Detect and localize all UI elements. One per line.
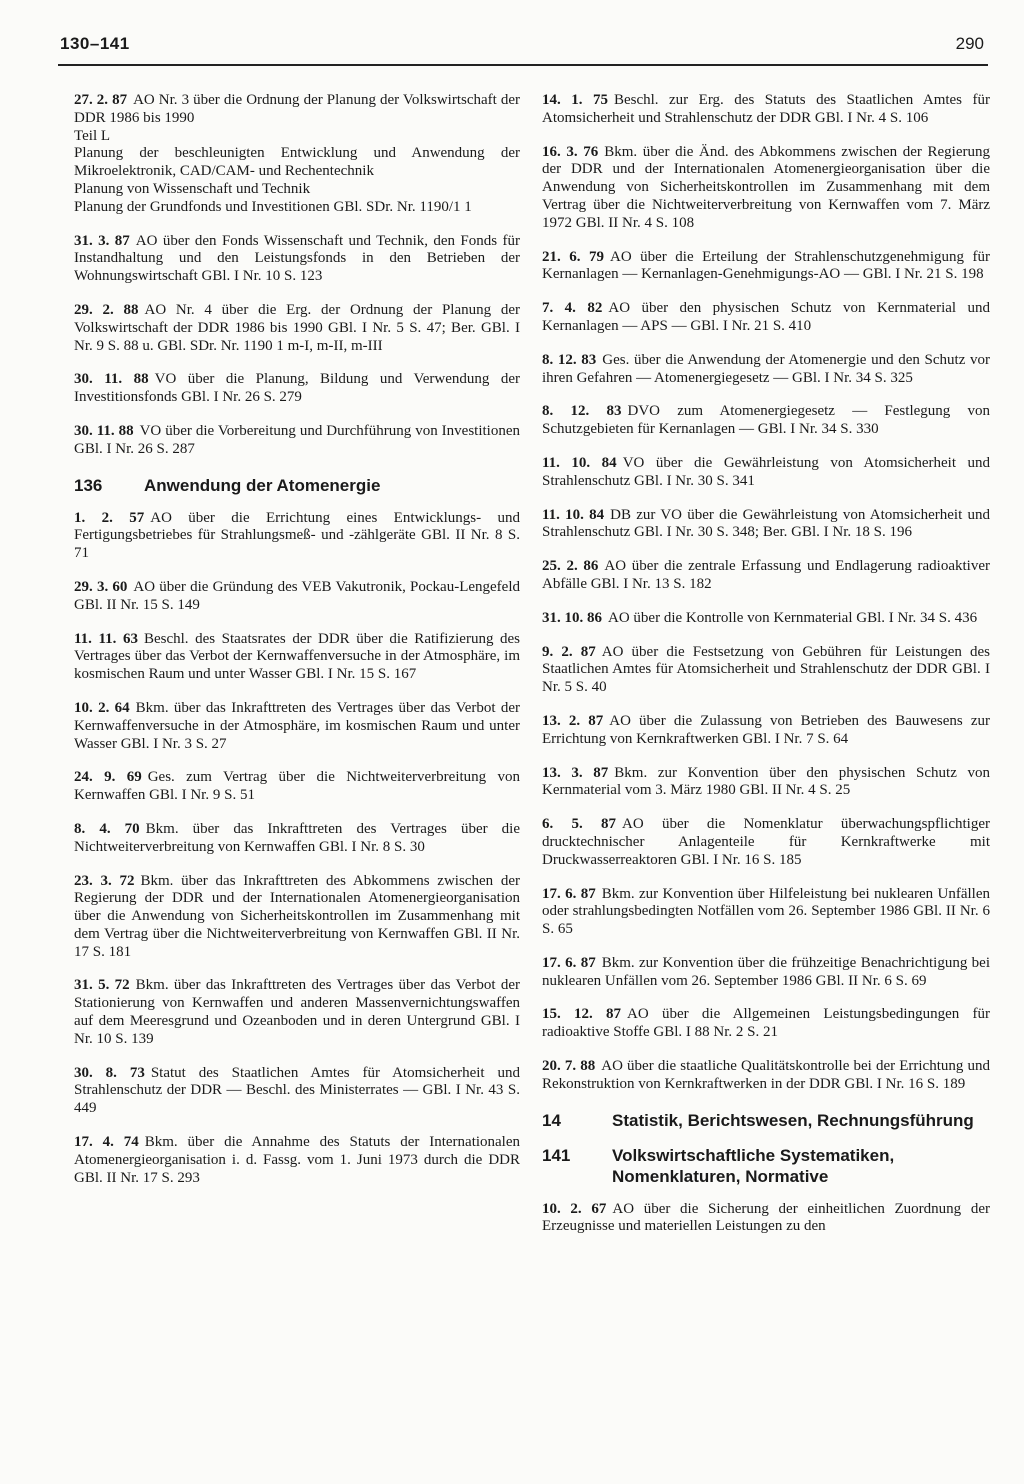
entry-date: 30. 11. 88: [74, 422, 134, 439]
law-entry: [542, 886, 990, 939]
entry-date: 10. 2. 64: [74, 699, 130, 716]
entry-text: AO über die staatliche Qualitätskontrolle bei der Errichtung und Rekonstruktion von Kernkraftwerken in der DDR GBl. I Nr. 16 S. 189: [542, 1058, 991, 1092]
page-number: 290: [955, 34, 984, 53]
entry-text: AO über die Festsetzung von Gebühren für Leistungen des Staatlichen Amtes für Atomsicherheit und Strahlenschutz der DDR GBl. I Nr. 5 S. 40: [542, 643, 990, 696]
section-heading: [74, 475, 520, 496]
entry-date: 31. 10. 86: [542, 609, 602, 626]
entry-text: AO über die Sicherung der einheitlichen Zuordnung der Erzeugnisse und materiellen Leistungen zu den: [542, 1200, 990, 1235]
law-entry: [542, 403, 990, 439]
entry-date: 27. 2. 87: [74, 92, 128, 108]
law-entry: [542, 955, 990, 991]
law-entry: [74, 700, 520, 753]
law-entry: [542, 507, 990, 543]
entry-date: 1. 2. 57: [74, 509, 145, 526]
entry-text: AO Nr. 3 über die Ordnung der Planung der Volkswirtschaft der DDR 1986 bis 1990: [74, 92, 520, 126]
entry-date: 16. 3. 76: [542, 143, 599, 160]
law-entry: [542, 713, 990, 749]
law-entry: [542, 558, 990, 594]
entry-text: AO über die Gründung des VEB Vakutronik, Pockau-Lengefeld GBl. II Nr. 15 S. 149: [74, 578, 520, 613]
entry-text: Bkm. über das Inkrafttreten des Abkommens zwischen der Regierung der DDR und der Internationalen Atomenergieorganisation über die Anwendung von Sicherheitskontrollen im Zusammenhang mit dem Vertrag über die Nichtweiterverbreitung von Kernwaffen GBl. II Nr. 17 S. 181: [74, 872, 520, 960]
entry-date: 21. 6. 79: [542, 248, 604, 265]
entry-text: Bkm. über die Änd. des Abkommens zwischen der Regierung der DDR und der Internationalen Atomenergieorganisation über die Anwendung von Sicherheitskontrollen im Zusammenhang mit dem Vertrag über die Nichtweiterverbreitung von Kernwaffen vom 7. März 1972 GBl. II Nr. 4 S. 108: [542, 143, 990, 231]
law-entry: [74, 579, 520, 615]
entry-date: 11. 10. 84: [542, 506, 605, 523]
law-entry: [74, 233, 520, 286]
law-entry: [74, 423, 520, 459]
law-entry: [542, 610, 990, 628]
section-number: 141: [542, 1145, 571, 1165]
section-title: Anwendung der Atomenergie: [144, 475, 381, 495]
entry-text: AO über die Zulassung von Betrieben des Bauwesens zur Errichtung von Kernkraftwerken GBl. I Nr. 7 S. 64: [542, 712, 990, 747]
entry-text: Ges. über die Anwendung der Atomenergie und den Schutz vor ihren Gefahren — Atomenergiegesetz — GBl. I Nr. 34 S. 325: [542, 351, 990, 386]
entry-date: 23. 3. 72: [74, 872, 135, 889]
law-entry: [542, 92, 990, 128]
law-entry: [542, 352, 990, 388]
section-number: 136: [74, 475, 103, 495]
entry-date: 11. 11. 63: [74, 630, 138, 647]
entry-date: 9. 2. 87: [542, 643, 596, 660]
law-entry: [74, 371, 520, 407]
entry-text: AO über die Kontrolle von Kernmaterial GBl. I Nr. 34 S. 436: [608, 609, 978, 626]
entry-text: DB zur VO über die Gewährleistung von Atomsicherheit und Strahlenschutz GBl. I Nr. 30 S. 348; Ber. GBl. I Nr. 18 S. 196: [542, 506, 990, 541]
entry-text: AO über die Erteilung der Strahlenschutzgenehmigung für Kernanlagen — Kernanlagen-Genehmigungs-AO — GBl. I Nr. 21 S. 198: [542, 248, 990, 283]
law-entry: [542, 644, 990, 697]
entry-text: VO über die Planung, Bildung und Verwendung der Investitionsfonds GBl. I Nr. 26 S. 279: [74, 371, 520, 406]
entry-text: Bkm. über das Inkrafttreten des Vertrages über die Nichtweiterverbreitung von Kernwaffen GBl. I Nr. 8 S. 30: [74, 820, 520, 855]
entry-text: Bkm. zur Konvention über den physischen Schutz von Kernmaterial vom 3. März 1980 GBl. II Nr. 4 S. 25: [542, 764, 990, 799]
entry-text: Beschl. zur Erg. des Statuts des Staatlichen Amtes für Atomsicherheit und Strahlenschutz der DDR GBl. I Nr. 4 S. 106: [542, 92, 990, 126]
law-entry: [542, 1006, 990, 1042]
law-entry: [74, 510, 520, 563]
law-entry: [542, 1201, 990, 1237]
entry-date: 29. 3. 60: [74, 578, 128, 595]
entry-line: Teil L: [74, 127, 111, 144]
entry-date: 8. 12. 83: [542, 403, 622, 420]
entry-date: 15. 12. 87: [542, 1006, 622, 1023]
entry-date: 30. 11. 88: [74, 371, 149, 388]
entry-line: Planung der beschleunigten Entwicklung und Anwendung der Mikroelektronik, CAD/CAM- und Rechentechnik: [74, 145, 520, 180]
section-title: Volkswirtschaftliche Systematiken, Nomenklaturen, Normative: [612, 1145, 895, 1186]
entry-text: AO über den Fonds Wissenschaft und Technik, den Fonds für Instandhaltung und den Leistungsfonds in den Betrieben der Wohnungswirtschaft GBl. I Nr. 10 S. 123: [74, 232, 520, 285]
entry-text: Bkm. über das Inkrafttreten des Vertrages über das Verbot der Kernwaffenversuche in der Atmosphäre, im kosmischen Raum und unter Wasser GBl. I Nr. 3 S. 27: [74, 699, 520, 752]
entry-date: 7. 4. 82: [542, 300, 603, 317]
entry-date: 17. 4. 74: [74, 1134, 139, 1151]
entry-text: AO über die Nomenklatur überwachungspflichtiger drucktechnischer Anlagenteile für Kernkraftwerke mit Druckwasserreaktoren GBl. I Nr. 16 S. 185: [542, 816, 990, 868]
entry-date: 6. 5. 87: [542, 816, 617, 833]
entry-text: AO über die Errichtung eines Entwicklungs- und Fertigungsbetriebes für Strahlungsmeß- und -zählgeräte GBl. II Nr. 8 S. 71: [74, 509, 520, 562]
entry-date: 20. 7. 88: [542, 1058, 596, 1075]
entry-date: 31. 5. 72: [74, 977, 130, 994]
entry-date: 11. 10. 84: [542, 454, 617, 471]
section-title: Statistik, Berichtswesen, Rechnungsführung: [612, 1110, 974, 1130]
entry-text: Statut des Staatlichen Amtes für Atomsicherheit und Strahlenschutz der DDR — Beschl. des Ministerrates — GBl. I Nr. 43 S. 449: [74, 1064, 520, 1117]
entry-line: Planung der Grundfonds und Investitionen GBl. SDr. Nr. 1190/1 1: [74, 198, 472, 215]
entry-text: DVO zum Atomenergiegesetz — Festlegung von Schutzgebieten für Kernanlagen — GBl. I Nr. 34 S. 330: [542, 403, 991, 438]
entry-text: AO über den physischen Schutz von Kernmaterial und Kernanlagen — APS — GBl. I Nr. 21 S. 410: [542, 300, 990, 334]
law-entry: [74, 92, 520, 217]
entry-date: 17. 6. 87: [542, 885, 596, 902]
law-entry: [74, 302, 520, 355]
entry-text: AO über die Allgemeinen Leistungsbedingungen für radioaktive Stoffe GBl. I 88 Nr. 2 S. 21: [542, 1006, 990, 1041]
left-column: [74, 92, 520, 1203]
page-header: [58, 30, 988, 66]
entry-date: 8. 12. 83: [542, 351, 597, 368]
entry-text: Bkm. zur Konvention über die frühzeitige Benachrichtigung bei nuklearen Unfällen vom 26. September 1986 GBl. II Nr. 6 S. 69: [542, 954, 991, 989]
entry-date: 25. 2. 86: [542, 558, 599, 575]
entry-text: Bkm. zur Konvention über Hilfeleistung bei nuklearen Unfällen oder strahlungsbedingten Notfällen vom 26. September 1986 GBl. II Nr. 6 S. 65: [542, 885, 991, 938]
law-entry: [74, 1065, 520, 1118]
section-heading: [542, 1110, 990, 1131]
law-entry: [74, 873, 520, 962]
law-entry: [542, 249, 990, 285]
entry-line: Planung von Wissenschaft und Technik: [74, 180, 311, 197]
right-column: [542, 92, 990, 1252]
section-heading: [542, 1145, 990, 1187]
law-entry: [542, 300, 990, 336]
law-entry: [74, 977, 520, 1048]
entry-text: Bkm. über das Inkrafttreten des Vertrages über das Verbot der Stationierung von Kernwaffen und anderen Massenvernichtungswaffen auf dem Meeresgrund und Ozeanboden und in deren Untergrund GBl. I Nr. 10 S. 139: [74, 977, 520, 1047]
law-entry: [542, 455, 990, 491]
section-range: 130–141: [60, 34, 130, 53]
law-entry: [542, 1058, 990, 1094]
entry-date: 24. 9. 69: [74, 769, 142, 786]
entry-text: Ges. zum Vertrag über die Nichtweiterverbreitung von Kernwaffen GBl. I Nr. 9 S. 51: [74, 769, 520, 804]
law-entry: [542, 765, 990, 801]
entry-date: 10. 2. 67: [542, 1200, 607, 1217]
law-entry: [74, 1134, 520, 1187]
law-entry: [542, 816, 990, 869]
entry-date: 13. 3. 87: [542, 764, 609, 781]
entry-date: 13. 2. 87: [542, 712, 604, 729]
entry-date: 31. 3. 87: [74, 232, 130, 249]
entry-text: Beschl. des Staatsrates der DDR über die Ratifizierung des Vertrages über das Verbot der Kernwaffenversuche in der Atmosphäre, im kosmischen Raum und unter Wasser GBl. I Nr. 15 S. 167: [74, 630, 520, 683]
entry-text: AO Nr. 4 über die Erg. der Ordnung der Planung der Volkswirtschaft der DDR 1986 bis 1990 GBl. I Nr. 5 S. 47; Ber. GBl. I Nr. 9 S. 88 u. GBl. SDr. Nr. 1190 1 m-I, m-II, m-III: [74, 301, 521, 354]
law-entry: [74, 631, 520, 684]
entry-date: 8. 4. 70: [74, 820, 140, 837]
entry-text: VO über die Gewährleistung von Atomsicherheit und Strahlenschutz GBl. I Nr. 30 S. 341: [542, 454, 990, 489]
entry-date: 30. 8. 73: [74, 1064, 145, 1081]
law-entry: [74, 769, 520, 805]
entry-text: VO über die Vorbereitung und Durchführung von Investitionen GBl. I Nr. 26 S. 287: [74, 422, 520, 457]
entry-date: 29. 2. 88: [74, 301, 139, 318]
entry-date: 17. 6. 87: [542, 954, 596, 971]
entry-text: Bkm. über die Annahme des Statuts der Internationalen Atomenergieorganisation i. d. Fassg. vom 1. Juni 1973 durch die DDR GBl. II Nr. 17 S. 293: [74, 1134, 521, 1186]
entry-text: AO über die zentrale Erfassung und Endlagerung radioaktiver Abfälle GBl. I Nr. 13 S. 182: [542, 558, 990, 592]
entry-date: 14. 1. 75: [542, 92, 608, 108]
law-entry: [542, 144, 990, 233]
section-number: 14: [542, 1110, 561, 1130]
law-entry: [74, 821, 520, 857]
